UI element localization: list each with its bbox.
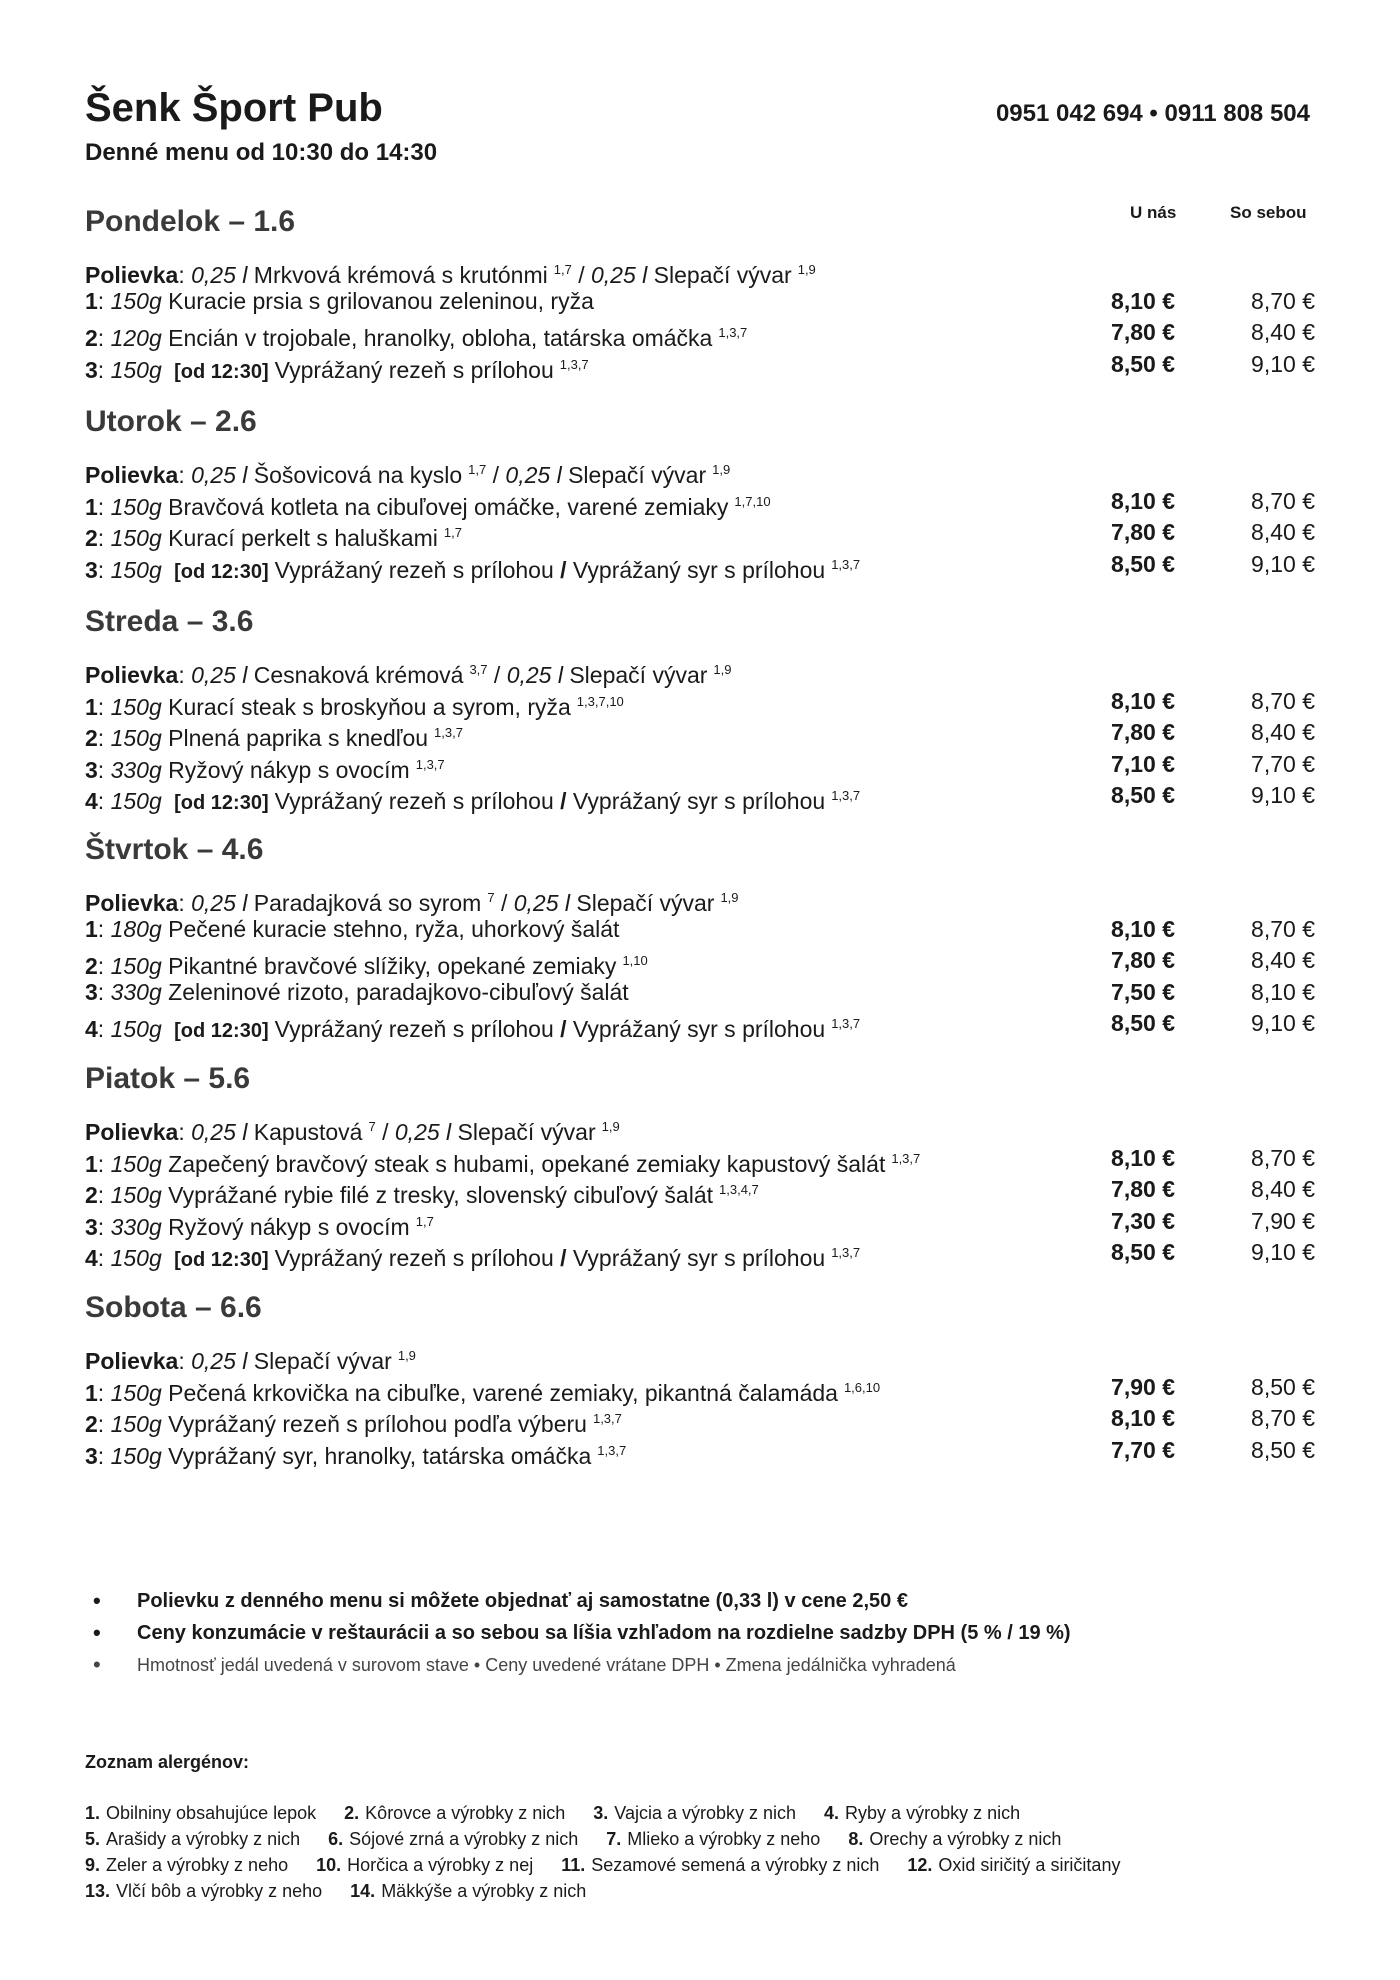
soup-name: Slepačí vývar [457, 1119, 596, 1145]
item-name: Vyprážaný rezeň s prílohou [274, 788, 554, 814]
allergen-item [85, 1803, 330, 1823]
item-weight: 150g [110, 525, 162, 551]
menu-item: 1: 150g Pečená krkovička na cibuľke, varené zemiaky, pikantná čalamáda $^{1,6,10}$ 7,90 € 8,50 € [85, 1373, 1315, 1406]
item-weight: 150g [110, 1182, 162, 1208]
allergen-codes: 1,3,7 [831, 556, 861, 572]
allergen-name: Sójové zrná a výrobky z nich [349, 1829, 579, 1849]
menu-item: 2: 120g Encián v trojobale, hranolky, obloha, tatárska omáčka $^{1,3,7}$ 7,80 € 8,40 € [85, 319, 1315, 351]
allergen-number: 8. [848, 1829, 864, 1849]
item-alt-name: Vyprážaný syr s prílohou [572, 788, 826, 814]
allergen-name: Oxid siričitý a siričitany [938, 1855, 1121, 1875]
menu-item: 2: 150g Plnená paprika s knedľou $^{1,3,7}$ 7,80 € 8,40 € [85, 719, 1315, 751]
allergen-codes: 1,7 [553, 262, 572, 277]
day-title: Utorok – 2.6 [85, 405, 257, 438]
allergen-codes: 1,3,7 [831, 1245, 861, 1260]
time-tag: [od 12:30] [174, 360, 269, 383]
soup-name: Kapustová [253, 1119, 363, 1145]
menu-day [85, 602, 1315, 812]
item-weight: 150g [110, 1016, 162, 1042]
menu-item: 3: 150g [od 12:30] Vyprážaný rezeň s prílohou / Vyprážaný syr s prílohou $^{1,3,7}$ 8,50 € 9,10 € [85, 550, 1315, 583]
allergen-name: Arašidy a výrobky z nich [106, 1829, 301, 1849]
soup-amount: 0,25 l [191, 1348, 248, 1374]
price-takeaway: 9,10 € [1251, 1239, 1315, 1265]
price-here: 7,50 € [1111, 978, 1175, 1005]
item-name: Ryžový nákyp s ovocím [168, 1213, 410, 1240]
price-takeaway: 7,70 € [1251, 750, 1315, 777]
price-takeaway: 8,40 € [1251, 1176, 1315, 1202]
item-number: 1 [85, 1379, 98, 1406]
price-takeaway: 8,70 € [1251, 915, 1315, 942]
item-name: Kuracie prsia s grilovanou zeleninou, ryža [168, 287, 594, 314]
menu-item: 3: 150g Vyprážaný syr, hranolky, tatárska omáčka $^{1,3,7}$ 7,70 € 8,50 € [85, 1436, 1315, 1469]
price-takeaway: 8,40 € [1251, 319, 1315, 345]
item-weight: 330g [110, 756, 162, 783]
price-here: 8,10 € [1111, 915, 1175, 942]
price-here: 7,10 € [1111, 750, 1175, 777]
item-number: 2 [85, 725, 98, 751]
item-alt-name: Vyprážaný syr s prílohou [572, 556, 826, 583]
price-takeaway: 8,50 € [1251, 1436, 1315, 1463]
allergen-number: 12. [907, 1855, 933, 1875]
menu-item: 1: 150g Zapečený bravčový steak s hubami, opekané zemiaky kapustový šalát $^{1,3,7}$ 8,10 € 8,70 € [85, 1144, 1315, 1177]
allergen-item [561, 1855, 893, 1875]
allergen-codes: 1,3,7 [434, 725, 463, 740]
allergen-number: 3. [593, 1803, 609, 1823]
allergen-codes: 1,9 [397, 1348, 416, 1363]
allergen-codes: 1,3,7,10 [576, 693, 624, 709]
price-takeaway: 9,10 € [1251, 1010, 1315, 1036]
allergen-codes: 3,7 [469, 662, 488, 677]
price-takeaway: 8,70 € [1251, 1144, 1315, 1171]
allergen-name: Kôrovce a výrobky z nich [365, 1803, 566, 1823]
soup-line: Polievka: 0,25 l Cesnaková krémová $^{3,7}$ / 0,25 l Slepačí vývar $^{1,9}$ [85, 662, 732, 688]
allergen-row [85, 1878, 1315, 1904]
price-takeaway: 8,70 € [1251, 687, 1315, 714]
item-number: 1 [85, 1150, 98, 1177]
allergen-item [350, 1881, 600, 1901]
item-name: Vyprážaný rezeň s prílohou [274, 556, 554, 583]
page-subtitle: Denné menu od 10:30 do 14:30 [85, 139, 438, 166]
soup-line: Polievka: 0,25 l Paradajková so syrom $^7$ / 0,25 l Slepačí vývar $^{1,9}$ [85, 890, 739, 916]
price-takeaway: 9,10 € [1251, 350, 1315, 377]
allergen-codes: 1,9 [720, 890, 739, 905]
soup-label: Polievka [85, 262, 179, 288]
item-number: 4 [85, 1245, 98, 1271]
allergen-codes: 1,3,7 [831, 1016, 861, 1031]
item-name: Plnená paprika s knedľou [168, 725, 429, 751]
item-name: Vyprážané rybie filé z tresky, slovenský cibuľový šalát [168, 1182, 714, 1208]
price-takeaway: 8,70 € [1251, 287, 1315, 314]
allergen-number: 6. [328, 1829, 344, 1849]
soup-name: Paradajková so syrom [253, 890, 482, 916]
allergen-codes: 1,10 [622, 953, 648, 968]
item-number: 3 [85, 978, 98, 1005]
soup-amount: 0,25 l [394, 1119, 452, 1145]
day-title: Streda – 3.6 [85, 605, 254, 638]
item-weight: 150g [110, 725, 162, 751]
item-name: Zeleninové rizoto, paradajkovo-cibuľový šalát [168, 978, 629, 1005]
note-item: • Hmotnosť jedál uvedená v surovom stave • Ceny uvedené vrátane DPH • Zmena jedálnička vyhradená [85, 1649, 1315, 1681]
allergen-number: 2. [344, 1803, 360, 1823]
item-name: Pečená krkovička na cibuľke, varené zemiaky, pikantná čalamáda [168, 1379, 838, 1406]
menu-item: 3: 330g Ryžový nákyp s ovocím $^{1,7}$ 7,30 € 7,90 € [85, 1207, 1315, 1240]
soup-amount: 0,25 l [513, 890, 570, 916]
price-here: 8,50 € [1111, 350, 1175, 377]
allergen-item [344, 1803, 579, 1823]
soup-label: Polievka [85, 890, 179, 916]
day-title: Piatok – 5.6 [85, 1062, 251, 1095]
soup-amount: 0,25 l [191, 1119, 248, 1145]
menu-day [85, 1059, 1315, 1269]
allergen-codes: 1,3,7 [718, 325, 748, 340]
allergens-list [85, 1800, 1315, 1904]
price-here: 8,10 € [1111, 287, 1175, 314]
allergen-number: 4. [824, 1803, 840, 1823]
allergen-item [848, 1829, 1075, 1849]
allergen-item [85, 1881, 336, 1901]
soup-amount: 0,25 l [191, 662, 248, 688]
menu-item: 3: 330g Zeleninové rizoto, paradajkovo-cibuľový šalát 7,50 € 8,10 € [85, 977, 1315, 1009]
item-number: 4 [85, 1016, 98, 1042]
item-number: 3 [85, 1213, 98, 1240]
soup-amount: 0,25 l [191, 462, 248, 488]
price-here: 7,90 € [1111, 1373, 1175, 1400]
allergen-row [85, 1852, 1315, 1878]
allergen-codes: 1,7 [443, 525, 462, 540]
allergen-number: 14. [350, 1881, 376, 1901]
item-weight: 150g [110, 953, 162, 979]
price-here: 8,10 € [1111, 1405, 1175, 1431]
allergen-name: Ryby a výrobky z nich [845, 1803, 1021, 1823]
allergen-number: 9. [85, 1855, 101, 1875]
allergen-codes: 1,7 [415, 1213, 434, 1229]
allergen-item [593, 1803, 810, 1823]
price-takeaway: 7,90 € [1251, 1207, 1315, 1234]
price-takeaway: 8,70 € [1251, 1405, 1315, 1431]
allergen-item [907, 1855, 1134, 1875]
soup-name: Slepačí vývar [653, 262, 792, 288]
price-here: 7,80 € [1111, 947, 1175, 973]
price-here: 7,80 € [1111, 519, 1175, 545]
menu-day [85, 830, 1315, 1040]
item-number: 2 [85, 525, 98, 551]
soup-name: Slepačí vývar [576, 890, 715, 916]
allergen-codes: 1,3,7 [891, 1150, 921, 1166]
allergen-name: Mäkkýše a výrobky z nich [381, 1881, 587, 1901]
allergens-title: Zoznam alergénov: [85, 1752, 250, 1772]
allergen-row [85, 1826, 1315, 1852]
note-item: • Polievku z denného menu si môžete objednať aj samostatne (0,33 l) v cene 2,50 € [85, 1585, 1315, 1617]
price-here: 7,80 € [1111, 1176, 1175, 1202]
item-number: 3 [85, 556, 98, 583]
item-name: Ryžový nákyp s ovocím [168, 756, 410, 783]
allergen-codes: 1,7,10 [734, 493, 771, 509]
soup-name: Slepačí vývar [253, 1348, 392, 1374]
item-name: Vyprážaný rezeň s prílohou podľa výberu [168, 1411, 587, 1437]
item-number: 2 [85, 1411, 98, 1437]
allergen-codes: 1,9 [713, 662, 732, 677]
allergen-item [328, 1829, 592, 1849]
soup-name: Šošovicová na kyslo [253, 462, 463, 488]
item-number: 2 [85, 325, 98, 351]
item-number: 1 [85, 287, 98, 314]
soup-line: Polievka: 0,25 l Slepačí vývar $^{1,9}$ [85, 1348, 416, 1374]
item-name: Kurací steak s broskyňou a syrom, ryža [168, 693, 571, 720]
item-name: Vyprážaný rezeň s prílohou [274, 356, 554, 383]
allergen-name: Obilniny obsahujúce lepok [106, 1803, 317, 1823]
item-name: Kurací perkelt s haluškami [168, 525, 438, 551]
day-title: Štvrtok – 4.6 [85, 833, 264, 866]
item-weight: 330g [110, 978, 162, 1005]
item-weight: 180g [110, 915, 162, 942]
soup-label: Polievka [85, 1348, 179, 1374]
allergen-number: 10. [316, 1855, 342, 1875]
item-name: Vyprážaný syr, hranolky, tatárska omáčka [168, 1442, 592, 1469]
item-name: Pikantné bravčové slížiky, opekané zemiaky [168, 953, 617, 979]
price-here: 7,30 € [1111, 1207, 1175, 1234]
item-weight: 150g [110, 356, 162, 383]
menu-day [85, 202, 1315, 383]
day-title: Sobota – 6.6 [85, 1291, 262, 1324]
item-weight: 150g [110, 1245, 162, 1271]
menu-item: 2: 150g Vyprážané rybie filé z tresky, slovenský cibuľový šalát $^{1,3,4,7}$ 7,80 € 8,40 € [85, 1176, 1315, 1208]
soup-amount: 0,25 l [506, 662, 563, 688]
item-name: Encián v trojobale, hranolky, obloha, tatárska omáčka [168, 325, 713, 351]
allergen-name: Mlieko a výrobky z neho [627, 1829, 821, 1849]
allergen-codes: 7 [368, 1119, 376, 1134]
item-weight: 150g [110, 788, 162, 814]
soup-name: Slepačí vývar [568, 462, 707, 488]
menu-day [85, 1288, 1315, 1469]
item-number: 2 [85, 1182, 98, 1208]
allergen-codes: 1,3,7 [559, 356, 589, 372]
soup-name: Slepačí vývar [569, 662, 708, 688]
item-number: 1 [85, 693, 98, 720]
item-name: Vyprážaný rezeň s prílohou [274, 1016, 554, 1042]
allergen-name: Zeler a výrobky z neho [106, 1855, 289, 1875]
price-takeaway: 8,70 € [1251, 487, 1315, 514]
item-number: 3 [85, 1442, 98, 1469]
item-weight: 150g [110, 693, 162, 720]
price-here: 8,10 € [1111, 687, 1175, 714]
item-weight: 120g [110, 325, 162, 351]
item-weight: 150g [110, 556, 162, 583]
soup-label: Polievka [85, 1119, 179, 1145]
price-takeaway: 8,40 € [1251, 519, 1315, 545]
item-weight: 150g [110, 1411, 162, 1437]
menu-item: 2: 150g Vyprážaný rezeň s prílohou podľa výberu $^{1,3,7}$ 8,10 € 8,70 € [85, 1405, 1315, 1437]
item-alt-name: Vyprážaný syr s prílohou [572, 1016, 826, 1042]
day-title: Pondelok – 1.6 [85, 205, 296, 238]
menu-item: 4: 150g [od 12:30] Vyprážaný rezeň s prílohou / Vyprážaný syr s prílohou $^{1,3,7}$ 8,50 € 9,10 € [85, 1239, 1315, 1271]
allergen-item [85, 1855, 302, 1875]
menu-item: 4: 150g [od 12:30] Vyprážaný rezeň s prílohou / Vyprážaný syr s prílohou $^{1,3,7}$ 8,50 € 9,10 € [85, 782, 1315, 814]
allergen-name: Horčica a výrobky z nej [347, 1855, 534, 1875]
allergen-codes: 1,3,7 [597, 1442, 627, 1458]
allergen-codes: 1,6,10 [843, 1379, 881, 1395]
item-alt-name: Vyprážaný syr s prílohou [572, 1245, 826, 1271]
allergen-name: Vajcia a výrobky z nich [614, 1803, 797, 1823]
soup-label: Polievka [85, 662, 179, 688]
soup-amount: 0,25 l [591, 262, 648, 288]
allergen-codes: 1,9 [712, 462, 731, 477]
price-here: 7,80 € [1111, 719, 1175, 745]
allergen-codes: 1,7 [468, 462, 487, 477]
item-number: 3 [85, 756, 98, 783]
allergen-number: 13. [85, 1881, 111, 1901]
price-here: 8,50 € [1111, 550, 1175, 577]
soup-name: Cesnaková krémová [253, 662, 464, 688]
menu-item: 4: 150g [od 12:30] Vyprážaný rezeň s prílohou / Vyprážaný syr s prílohou $^{1,3,7}$ 8,50 € 9,10 € [85, 1010, 1315, 1042]
price-takeaway: 8,50 € [1251, 1373, 1315, 1400]
price-takeaway: 9,10 € [1251, 550, 1315, 577]
price-takeaway: 8,40 € [1251, 719, 1315, 745]
allergen-codes: 1,3,7 [415, 756, 445, 772]
item-number: 4 [85, 788, 98, 814]
price-takeaway: 8,10 € [1251, 978, 1315, 1005]
allergen-number: 5. [85, 1829, 101, 1849]
menu-item: 1: 150g Bravčová kotleta na cibuľovej omáčke, varené zemiaky $^{1,7,10}$ 8,10 € 8,70 € [85, 487, 1315, 520]
allergen-codes: 1,3,7 [831, 788, 861, 803]
time-tag: [od 12:30] [174, 792, 269, 814]
price-takeaway: 8,40 € [1251, 947, 1315, 973]
allergen-number: 11. [561, 1855, 586, 1875]
price-takeaway: 9,10 € [1251, 782, 1315, 808]
soup-amount: 0,25 l [191, 890, 248, 916]
soup-name: Mrkvová krémová s krutónmi [253, 262, 548, 288]
column-header-here: U nás [1130, 203, 1177, 222]
time-tag: [od 12:30] [174, 1249, 269, 1271]
item-weight: 150g [110, 1150, 162, 1177]
item-number: 1 [85, 915, 98, 942]
soup-line: Polievka: 0,25 l Šošovicová na kyslo $^{1,7}$ / 0,25 l Slepačí vývar $^{1,9}$ [85, 462, 731, 488]
allergen-codes: 1,3,7 [592, 1411, 622, 1426]
allergen-row [85, 1800, 1315, 1826]
allergen-item [606, 1829, 834, 1849]
item-name: Zapečený bravčový steak s hubami, opekané zemiaky kapustový šalát [168, 1150, 886, 1177]
price-here: 7,70 € [1111, 1436, 1175, 1463]
item-weight: 150g [110, 1379, 162, 1406]
price-here: 8,10 € [1111, 487, 1175, 514]
allergen-codes: 1,9 [601, 1119, 620, 1134]
allergen-item [85, 1829, 314, 1849]
item-weight: 150g [110, 287, 162, 314]
allergen-item [316, 1855, 547, 1875]
menu-day [85, 402, 1315, 583]
soup-amount: 0,25 l [505, 462, 562, 488]
phone-numbers: 0951 042 694 • 0911 808 504 [995, 100, 1310, 127]
time-tag: [od 12:30] [174, 560, 269, 583]
allergen-number: 1. [85, 1803, 101, 1823]
menu-item: 3: 150g [od 12:30] Vyprážaný rezeň s prílohou $^{1,3,7}$ 8,50 € 9,10 € [85, 350, 1315, 383]
item-number: 1 [85, 493, 98, 520]
item-name: Bravčová kotleta na cibuľovej omáčke, varené zemiaky [168, 493, 729, 520]
note-item: • Ceny konzumácie v reštaurácii a so sebou sa líšia vzhľadom na rozdielne sadzby DPH (5 % / 19 %) [85, 1617, 1315, 1649]
menu-item: 1: 180g Pečené kuracie stehno, ryža, uhorkový šalát 8,10 € 8,70 € [85, 914, 1315, 946]
allergen-name: Sezamové semená a výrobky z nich [591, 1855, 880, 1875]
menu-item: 1: 150g Kurací steak s broskyňou a syrom, ryža $^{1,3,7,10}$ 8,10 € 8,70 € [85, 687, 1315, 720]
allergen-name: Vlčí bôb a výrobky z neho [116, 1881, 323, 1901]
menu-item: 2: 150g Kurací perkelt s haluškami $^{1,7}$ 7,80 € 8,40 € [85, 519, 1315, 551]
soup-line: Polievka: 0,25 l Kapustová $^7$ / 0,25 l Slepačí vývar $^{1,9}$ [85, 1119, 620, 1145]
notes-list [85, 1585, 1315, 1681]
price-here: 8,50 € [1111, 1239, 1175, 1265]
allergen-codes: 1,3,4,7 [719, 1182, 759, 1197]
price-here: 8,50 € [1111, 782, 1175, 808]
allergen-codes: 1,9 [797, 262, 816, 277]
item-weight: 150g [110, 1442, 162, 1469]
soup-amount: 0,25 l [191, 262, 248, 288]
time-tag: [od 12:30] [174, 1020, 269, 1042]
allergen-name: Orechy a výrobky z nich [869, 1829, 1062, 1849]
item-weight: 150g [110, 493, 162, 520]
column-header-takeaway: So sebou [1230, 203, 1307, 222]
price-here: 8,50 € [1111, 1010, 1175, 1036]
price-here: 7,80 € [1111, 319, 1175, 345]
item-weight: 330g [110, 1213, 162, 1240]
menu-item: 2: 150g Pikantné bravčové slížiky, opekané zemiaky $^{1,10}$ 7,80 € 8,40 € [85, 947, 1315, 979]
item-number: 3 [85, 356, 98, 383]
item-name: Pečené kuracie stehno, ryža, uhorkový šalát [168, 915, 620, 942]
allergen-item [824, 1803, 1034, 1823]
item-number: 2 [85, 953, 98, 979]
price-here: 8,10 € [1111, 1144, 1175, 1171]
soup-line: Polievka: 0,25 l Mrkvová krémová s krutónmi $^{1,7}$ / 0,25 l Slepačí vývar $^{1,9}$ [85, 262, 816, 288]
soup-label: Polievka [85, 462, 179, 488]
page-title: Šenk Šport Pub [85, 86, 383, 130]
allergen-number: 7. [606, 1829, 622, 1849]
menu-item: 1: 150g Kuracie prsia s grilovanou zeleninou, ryža 8,10 € 8,70 € [85, 286, 1315, 318]
allergen-codes: 7 [487, 890, 495, 905]
item-name: Vyprážaný rezeň s prílohou [274, 1245, 554, 1271]
menu-item: 3: 330g Ryžový nákyp s ovocím $^{1,3,7}$ 7,10 € 7,70 € [85, 750, 1315, 783]
